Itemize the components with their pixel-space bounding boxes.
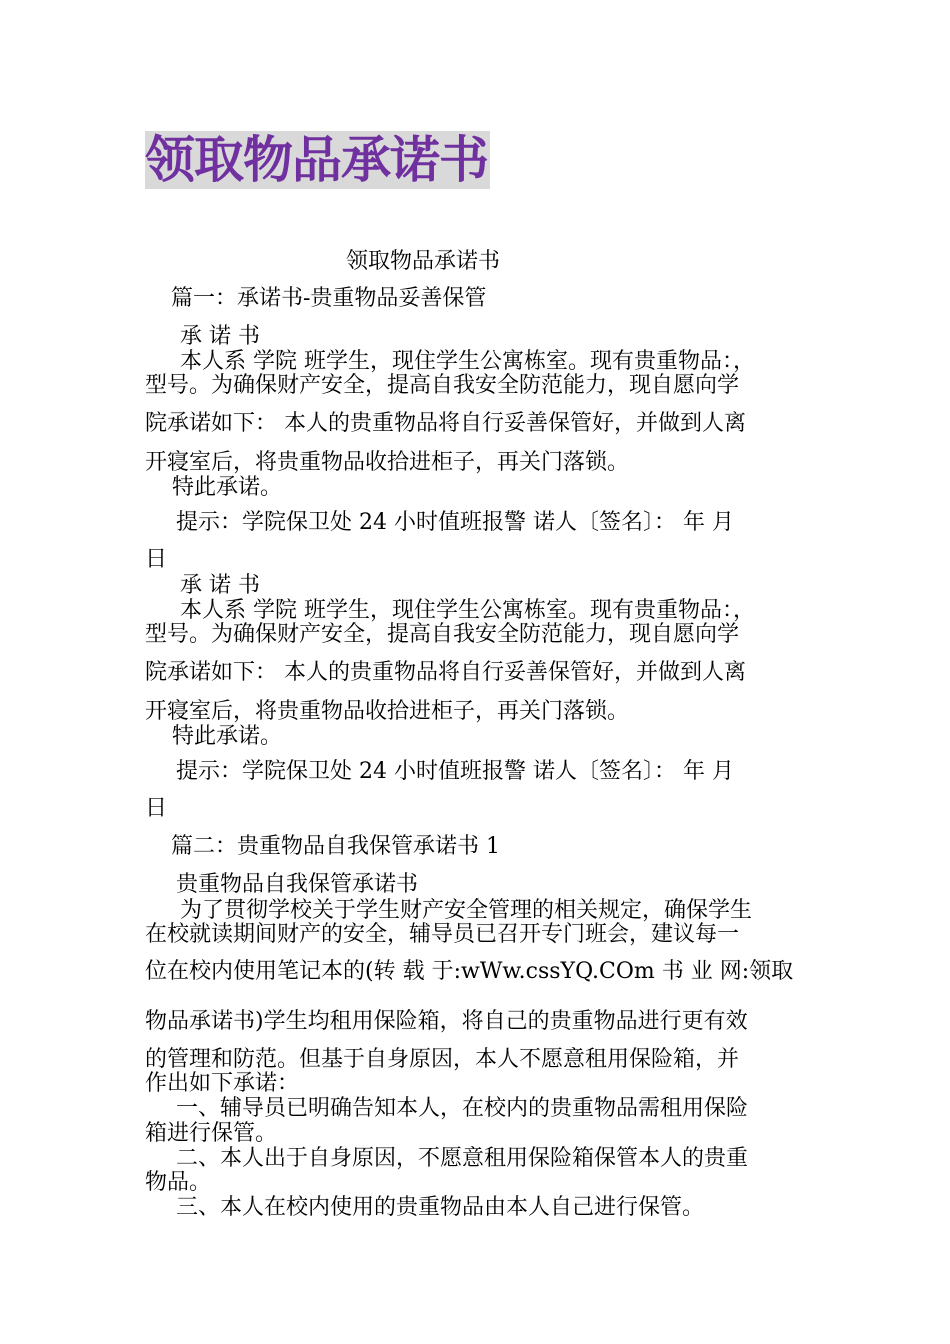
paragraph-line: 开寝室后，将贵重物品收拾进柜子，再关门落锁。 bbox=[145, 450, 630, 475]
paragraph-line: 特此承诺。 bbox=[172, 724, 283, 749]
paragraph-line: 物品。 bbox=[145, 1170, 212, 1195]
letter-heading: 承 诺 书 bbox=[180, 324, 260, 349]
paragraph-line: 开寝室后，将贵重物品收拾进柜子，再关门落锁。 bbox=[145, 699, 630, 724]
paragraph-line: 日 bbox=[145, 547, 168, 572]
letter-heading: 承 诺 书 bbox=[180, 573, 260, 598]
paragraph-line: 二、本人出于自身原因，不愿意租用保险箱保管本人的贵重 bbox=[176, 1146, 749, 1171]
paragraph-line: 箱进行保管。 bbox=[145, 1121, 278, 1146]
paragraph-line: 在校就读期间财产的安全，辅导员已召开专门班会，建议每一 bbox=[145, 922, 740, 947]
paragraph-line: 本人系 学院 班学生，现住学生公寓栋室。现有贵重物品：， bbox=[180, 598, 755, 623]
paragraph-line: 型号。为确保财产安全，提高自我安全防范能力，现自愿向学 bbox=[145, 373, 740, 398]
letter-heading: 贵重物品自我保管承诺书 bbox=[176, 872, 419, 897]
paragraph-line: 特此承诺。 bbox=[172, 475, 283, 500]
paragraph-line: 本人系 学院 班学生，现住学生公寓栋室。现有贵重物品：， bbox=[180, 349, 755, 374]
document-title: 领取物品承诺书 bbox=[145, 131, 488, 189]
paragraph-line: 日 bbox=[145, 796, 168, 821]
section-heading: 篇一：承诺书-贵重物品妥善保管 bbox=[171, 286, 487, 311]
paragraph-line: 院承诺如下： 本人的贵重物品将自行妥善保管好，并做到人离 bbox=[145, 411, 746, 436]
subtitle: 领取物品承诺书 bbox=[346, 249, 501, 274]
paragraph-line: 型号。为确保财产安全，提高自我安全防范能力，现自愿向学 bbox=[145, 622, 740, 647]
paragraph-line: 三、本人在校内使用的贵重物品由本人自己进行保管。 bbox=[176, 1195, 705, 1220]
paragraph-line: 为了贯彻学校关于学生财产安全管理的相关规定，确保学生 bbox=[180, 898, 753, 923]
paragraph-line: 位在校内使用笔记本的(转 载 于:wWw.cssYQ.COm 书 业 网:领取 bbox=[145, 959, 794, 984]
paragraph-line: 作出如下承诺： bbox=[145, 1071, 300, 1096]
section-heading: 篇二：贵重物品自我保管承诺书 1 bbox=[171, 834, 500, 859]
paragraph-line: 提示：学院保卫处 24 小时值班报警 诺人〔签名〕： 年 月 bbox=[176, 759, 734, 784]
title-highlight bbox=[145, 131, 490, 189]
paragraph-line: 物品承诺书)学生均租用保险箱，将自己的贵重物品进行更有效 bbox=[145, 1009, 748, 1034]
paragraph-line: 的管理和防范。但基于自身原因，本人不愿意租用保险箱，并 bbox=[145, 1047, 740, 1072]
paragraph-line: 院承诺如下： 本人的贵重物品将自行妥善保管好，并做到人离 bbox=[145, 660, 746, 685]
paragraph-line: 一、辅导员已明确告知本人，在校内的贵重物品需租用保险 bbox=[176, 1096, 749, 1121]
paragraph-line: 提示：学院保卫处 24 小时值班报警 诺人〔签名〕： 年 月 bbox=[176, 510, 734, 535]
